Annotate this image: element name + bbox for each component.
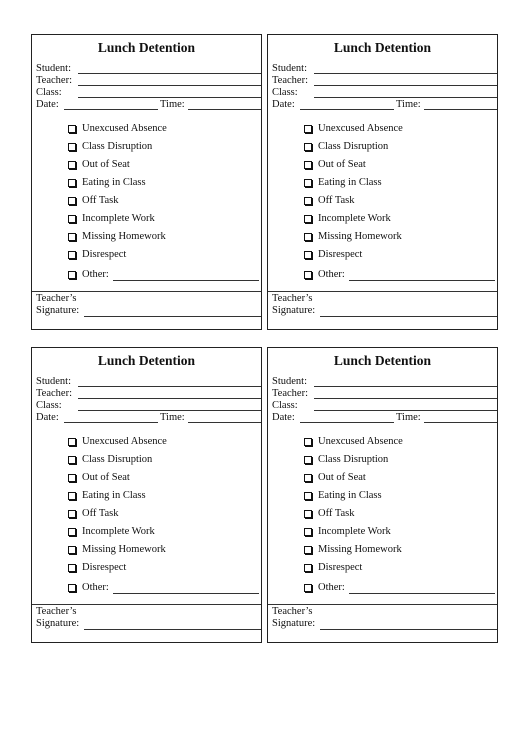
detention-slip-2 xyxy=(267,34,498,330)
checkbox[interactable] xyxy=(68,510,76,518)
signature-label-line2: Signature: xyxy=(36,305,80,316)
checkbox[interactable] xyxy=(68,215,76,223)
signature-label-line1: Teacher’s xyxy=(272,606,313,617)
checkbox[interactable] xyxy=(304,271,312,279)
detention-slip-4 xyxy=(267,347,498,643)
class-line[interactable] xyxy=(314,97,497,98)
time-line[interactable] xyxy=(424,109,497,110)
teacher-label: Teacher: xyxy=(36,75,72,86)
signature-divider xyxy=(32,604,261,605)
reason-label: Unexcused Absence xyxy=(82,123,167,134)
time-label: Time: xyxy=(396,99,421,110)
teacher-line[interactable] xyxy=(314,398,497,399)
date-time-field[interactable] xyxy=(272,412,497,424)
reason-label: Class Disruption xyxy=(318,141,389,152)
reason-label: Incomplete Work xyxy=(318,213,391,224)
time-label: Time: xyxy=(160,99,185,110)
teacher-field[interactable] xyxy=(272,75,497,87)
checkbox[interactable] xyxy=(304,179,312,187)
other-label: Other: xyxy=(318,582,345,593)
checkbox[interactable] xyxy=(304,233,312,241)
checkbox[interactable] xyxy=(68,179,76,187)
signature-divider xyxy=(268,604,497,605)
reason-label: Missing Homework xyxy=(318,231,402,242)
class-label: Class: xyxy=(272,400,298,411)
student-field[interactable] xyxy=(272,63,497,75)
reason-label: Incomplete Work xyxy=(82,526,155,537)
class-label: Class: xyxy=(272,87,298,98)
reason-label: Out of Seat xyxy=(318,159,366,170)
date-time-field[interactable] xyxy=(272,99,497,111)
other-line[interactable] xyxy=(113,280,259,281)
class-label: Class: xyxy=(36,400,62,411)
signature-label-line2: Signature: xyxy=(272,305,316,316)
date-line[interactable] xyxy=(300,422,394,423)
class-line[interactable] xyxy=(78,410,261,411)
checkbox[interactable] xyxy=(68,438,76,446)
checkbox[interactable] xyxy=(68,271,76,279)
checkbox[interactable] xyxy=(68,546,76,554)
checkbox[interactable] xyxy=(304,125,312,133)
checkbox[interactable] xyxy=(68,197,76,205)
student-line[interactable] xyxy=(314,73,497,74)
reason-label: Eating in Class xyxy=(82,177,146,188)
reason-label: Disrespect xyxy=(318,249,363,260)
student-field[interactable] xyxy=(36,376,261,388)
reason-label: Class Disruption xyxy=(82,454,153,465)
reason-label: Eating in Class xyxy=(82,490,146,501)
checkbox[interactable] xyxy=(68,143,76,151)
signature-line[interactable] xyxy=(84,316,261,317)
reason-label: Incomplete Work xyxy=(82,213,155,224)
reason-label: Out of Seat xyxy=(82,159,130,170)
date-time-field[interactable] xyxy=(36,99,261,111)
class-field[interactable] xyxy=(36,87,261,99)
class-line[interactable] xyxy=(78,97,261,98)
checkbox[interactable] xyxy=(68,161,76,169)
class-field[interactable] xyxy=(36,400,261,412)
checkbox[interactable] xyxy=(304,564,312,572)
checkbox[interactable] xyxy=(68,233,76,241)
date-label: Date: xyxy=(272,99,295,110)
signature-label-line1: Teacher’s xyxy=(272,293,313,304)
reason-label: Unexcused Absence xyxy=(318,436,403,447)
slip-title: Lunch Detention xyxy=(97,40,196,55)
checkbox[interactable] xyxy=(304,492,312,500)
checkbox[interactable] xyxy=(304,251,312,259)
student-line[interactable] xyxy=(78,73,261,74)
teacher-label: Teacher: xyxy=(272,388,308,399)
checkbox[interactable] xyxy=(68,251,76,259)
slip-title: Lunch Detention xyxy=(333,40,432,55)
teacher-field[interactable] xyxy=(36,75,261,87)
signature-label-line2: Signature: xyxy=(272,618,316,629)
reason-label: Missing Homework xyxy=(82,231,166,242)
signature-label-line1: Teacher’s xyxy=(36,606,77,617)
checkbox[interactable] xyxy=(304,546,312,554)
reason-label: Disrespect xyxy=(82,562,127,573)
checkbox[interactable] xyxy=(304,161,312,169)
slip-title: Lunch Detention xyxy=(333,353,432,368)
checkbox[interactable] xyxy=(68,125,76,133)
teacher-line[interactable] xyxy=(314,85,497,86)
reason-label: Disrespect xyxy=(318,562,363,573)
reason-label: Unexcused Absence xyxy=(82,436,167,447)
time-label: Time: xyxy=(160,412,185,423)
teacher-label: Teacher: xyxy=(36,388,72,399)
checkbox[interactable] xyxy=(304,474,312,482)
other-line[interactable] xyxy=(349,280,495,281)
signature-label-line1: Teacher’s xyxy=(36,293,77,304)
detention-slip-3 xyxy=(31,347,262,643)
other-line[interactable] xyxy=(113,593,259,594)
student-field[interactable] xyxy=(272,376,497,388)
reason-label: Class Disruption xyxy=(82,141,153,152)
signature-divider xyxy=(32,291,261,292)
checkbox[interactable] xyxy=(304,510,312,518)
checkbox[interactable] xyxy=(68,584,76,592)
reason-label: Incomplete Work xyxy=(318,526,391,537)
other-line[interactable] xyxy=(349,593,495,594)
signature-divider xyxy=(268,291,497,292)
teacher-line[interactable] xyxy=(78,85,261,86)
reason-label: Off Task xyxy=(82,195,119,206)
signature-line[interactable] xyxy=(84,629,261,630)
checkbox[interactable] xyxy=(68,564,76,572)
teacher-label: Teacher: xyxy=(272,75,308,86)
student-label: Student: xyxy=(272,63,308,74)
date-line[interactable] xyxy=(64,422,158,423)
signature-line[interactable] xyxy=(320,629,497,630)
student-line[interactable] xyxy=(78,386,261,387)
date-line[interactable] xyxy=(300,109,394,110)
other-label: Other: xyxy=(82,269,109,280)
reason-label: Unexcused Absence xyxy=(318,123,403,134)
reason-label: Off Task xyxy=(318,195,355,206)
reason-label: Missing Homework xyxy=(82,544,166,555)
checkbox[interactable] xyxy=(304,143,312,151)
checkbox[interactable] xyxy=(68,528,76,536)
teacher-line[interactable] xyxy=(78,398,261,399)
reason-label: Class Disruption xyxy=(318,454,389,465)
reason-label: Eating in Class xyxy=(318,490,382,501)
checkbox[interactable] xyxy=(68,492,76,500)
reason-label: Off Task xyxy=(318,508,355,519)
date-label: Date: xyxy=(36,99,59,110)
checkbox[interactable] xyxy=(304,215,312,223)
signature-line[interactable] xyxy=(320,316,497,317)
student-label: Student: xyxy=(36,376,72,387)
student-label: Student: xyxy=(272,376,308,387)
checkbox[interactable] xyxy=(304,584,312,592)
reason-label: Off Task xyxy=(82,508,119,519)
other-label: Other: xyxy=(318,269,345,280)
date-time-field[interactable] xyxy=(36,412,261,424)
time-label: Time: xyxy=(396,412,421,423)
reason-label: Missing Homework xyxy=(318,544,402,555)
reason-label: Disrespect xyxy=(82,249,127,260)
checkbox[interactable] xyxy=(304,197,312,205)
time-line[interactable] xyxy=(188,422,261,423)
reason-label: Out of Seat xyxy=(82,472,130,483)
time-line[interactable] xyxy=(424,422,497,423)
class-label: Class: xyxy=(36,87,62,98)
date-label: Date: xyxy=(272,412,295,423)
student-field[interactable] xyxy=(36,63,261,75)
student-line[interactable] xyxy=(314,386,497,387)
class-field[interactable] xyxy=(272,400,497,412)
checkbox[interactable] xyxy=(304,438,312,446)
date-line[interactable] xyxy=(64,109,158,110)
checkbox[interactable] xyxy=(304,528,312,536)
signature-label-line2: Signature: xyxy=(36,618,80,629)
detention-slip-1 xyxy=(31,34,262,330)
class-line[interactable] xyxy=(314,410,497,411)
reason-label: Out of Seat xyxy=(318,472,366,483)
checkbox[interactable] xyxy=(68,474,76,482)
reason-label: Eating in Class xyxy=(318,177,382,188)
checkbox[interactable] xyxy=(68,456,76,464)
student-label: Student: xyxy=(36,63,72,74)
time-line[interactable] xyxy=(188,109,261,110)
teacher-field[interactable] xyxy=(36,388,261,400)
class-field[interactable] xyxy=(272,87,497,99)
other-label: Other: xyxy=(82,582,109,593)
slip-title: Lunch Detention xyxy=(97,353,196,368)
checkbox[interactable] xyxy=(304,456,312,464)
teacher-field[interactable] xyxy=(272,388,497,400)
date-label: Date: xyxy=(36,412,59,423)
